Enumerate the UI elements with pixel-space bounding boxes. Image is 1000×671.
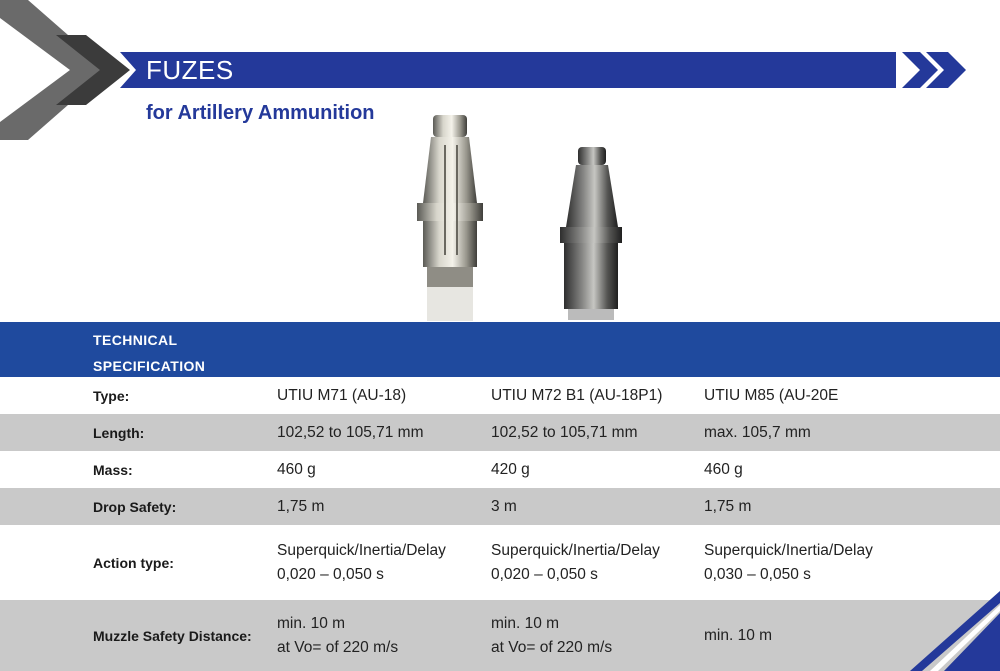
table-cell [491,600,612,671]
cell-line: UTIU M71 (AU-18) [277,386,407,404]
table-row [0,525,1000,600]
table-row [0,377,1000,414]
cell-line: 460 g [277,460,316,478]
cell-line: at Vo= of 220 m/s [491,638,613,656]
row-label: Muzzle Safety Distance: [93,627,252,644]
table-cell [704,525,873,600]
table-cell [277,525,446,600]
title-banner [120,52,1000,88]
table-cell [491,377,662,414]
table-cell [491,451,530,488]
table-cell [491,488,517,525]
table-cell [704,488,751,525]
table-cell [704,600,772,671]
row-label: Length: [93,424,145,441]
cell-line: 1,75 m [704,497,752,515]
spec-table [0,377,1000,671]
table-cell [277,600,398,671]
cell-line: 0,020 – 0,050 s [277,565,384,583]
cell-line: 102,52 to 105,71 mm [277,423,424,441]
table-row [0,451,1000,488]
cell-line: 0,030 – 0,050 s [704,565,811,583]
cell-line: 460 g [704,460,743,478]
cell-line: min. 10 m [704,626,773,644]
row-label: Action type: [93,554,174,571]
table-row [0,414,1000,451]
page-subtitle: for Artillery Ammunition [146,102,375,124]
row-label: Mass: [93,461,133,478]
table-cell [277,451,316,488]
cell-line: Superquick/Inertia/Delay [491,541,660,559]
cell-line: max. 105,7 mm [704,423,811,441]
spec-heading: TECHNICAL SPECIFICATION [93,332,206,374]
cell-line: 420 g [491,460,530,478]
cell-line: 3 m [491,497,517,515]
fuze-photo-m71 [405,115,495,325]
cell-line: Superquick/Inertia/Delay [704,541,873,559]
fuze-photo-m72 [548,142,628,322]
cell-line: 102,52 to 105,71 mm [491,423,638,441]
table-cell [704,451,743,488]
table-cell [277,377,406,414]
cell-line: 0,020 – 0,050 s [491,565,598,583]
double-chevron-icon [0,0,130,210]
cell-line: 1,75 m [277,497,325,515]
table-cell [704,414,811,451]
row-label: Drop Safety: [93,498,177,515]
table-cell [704,377,838,414]
row-label: Type: [93,387,130,404]
cell-line: Superquick/Inertia/Delay [277,541,446,559]
page-title: FUZES [146,55,234,85]
table-row [0,600,1000,671]
cell-line: at Vo= of 220 m/s [277,638,399,656]
cell-line: min. 10 m [491,614,560,632]
table-cell [277,414,424,451]
table-cell [491,414,638,451]
cell-line: min. 10 m [277,614,346,632]
cell-line: UTIU M72 B1 (AU-18P1) [491,386,663,404]
table-cell [491,525,660,600]
cell-line: UTIU M85 (AU-20E [704,386,839,404]
corner-slash-icon [910,591,1000,671]
table-cell [277,488,324,525]
table-row [0,488,1000,525]
